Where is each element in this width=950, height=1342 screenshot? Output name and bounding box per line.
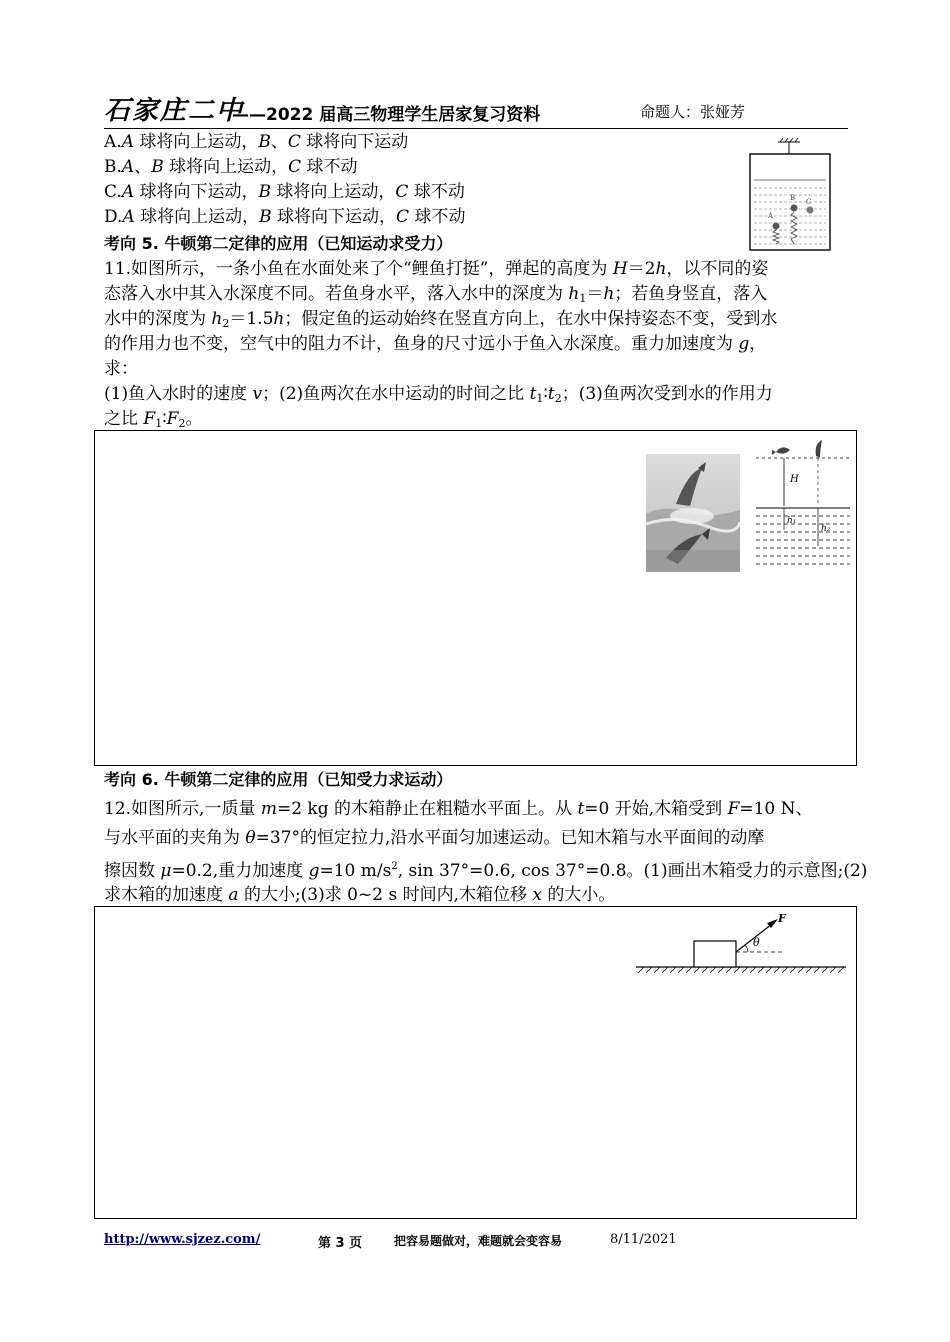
label-H: H <box>790 474 799 485</box>
option-c: C.A 球将向下运动，B 球将向上运动，C 球不动 <box>104 182 465 202</box>
option-a: A.A 球将向上运动，B、C 球将向下运动 <box>104 132 409 152</box>
box-force-diagram <box>634 910 848 978</box>
q12-line-4: 求木箱的加速度 a 的大小;(3)求 0~2 s 时间内,木箱位移 x 的大小。 <box>104 885 616 905</box>
header-rule <box>104 128 848 129</box>
q11-line-2: 态落入水中其入水深度不同。若鱼身水平，落入水中的深度为 $h_1=h$；若鱼身竖直，落入 <box>104 284 768 305</box>
svg-text:C: C <box>806 198 812 206</box>
q11-line-1: 11.如图所示，一条小鱼在水面处来了个“鲤鱼打挺”，弹起的高度为 H＝2h，以不同的姿 <box>104 259 769 279</box>
section-6-heading: 考向 6. 牛顿第二定律的应用（已知受力求运动） <box>104 770 453 789</box>
container-figure <box>748 138 834 252</box>
q12-line-3: 擦因数 μ=0.2,重力加速度 g=10 $m/s^2$, sin 37°=0.6, cos 37°=0.8。(1)画出木箱受力的示意图;(2) <box>104 861 868 881</box>
footer-date: 8/11/2021 <box>610 1232 677 1247</box>
label-h1: h₁ <box>787 516 797 526</box>
label-theta: θ <box>753 936 760 949</box>
q12-line-2: 与水平面的夹角为 θ=37°的恒定拉力,沿水平面匀加速运动。已知木箱与水平面间的动摩 <box>104 828 765 848</box>
option-b: B.A、B 球将向上运动，C 球不动 <box>104 157 358 177</box>
carp-photo <box>646 454 740 572</box>
section-5-heading: 考向 5. 牛顿第二定律的应用（已知运动求受力） <box>104 234 453 253</box>
label-h2: h₂ <box>821 524 831 534</box>
q11-line-6: (1)鱼入水时的速度 v；(2)鱼两次在水中运动的时间之比 $t_1∶t_2$；(3)鱼两次受到水的作用力 <box>104 384 773 405</box>
label-F: F <box>778 912 786 925</box>
q11-line-3: 水中的深度为 $h_2=1.5h$；假定鱼的运动始终在竖直方向上，在水中保持姿态不变，受到水 <box>104 309 778 330</box>
q11-line-5: 求： <box>104 359 138 379</box>
document-title: ——2022 届高三物理学生居家复习资料 <box>232 105 541 125</box>
footer-motto: 把容易题做对，难题就会变容易 <box>394 1234 563 1248</box>
fish-jump-diagram <box>752 436 852 572</box>
q11-line-4: 的作用力也不变，空气中的阻力不计，鱼身的尺寸远小于鱼入水深度。重力加速度为 g， <box>104 334 767 354</box>
page-number: 第 3 页 <box>318 1236 363 1251</box>
school-logo: 石家庄二中 <box>104 96 245 126</box>
q11-answer-box[interactable] <box>94 430 857 766</box>
svg-text:B: B <box>790 194 796 202</box>
option-d: D.A 球将向上运动，B 球将向下运动，C 球不动 <box>104 207 466 227</box>
svg-text:A: A <box>768 212 774 220</box>
website-link[interactable]: http://www.sjzez.com/ <box>104 1232 261 1247</box>
author: 命题人：张娅芳 <box>640 103 746 121</box>
q11-line-7: 之比 $F_1∶F_2$。 <box>104 409 203 430</box>
q12-line-1: 12.如图所示,一质量 m=2 kg 的木箱静止在粗糙水平面上。从 t=0 开始,木箱受到 F=10 N、 <box>104 799 813 819</box>
